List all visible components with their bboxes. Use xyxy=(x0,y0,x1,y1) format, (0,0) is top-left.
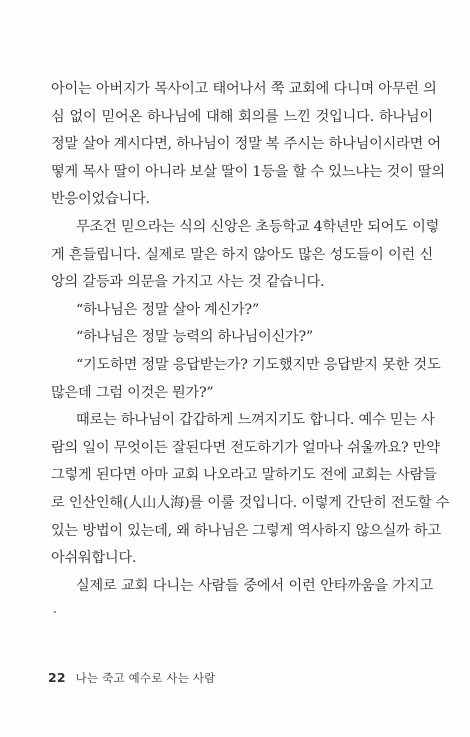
text-line: 실제로 교회 다니는 사람들 중에서 이런 안타까움을 가지고 xyxy=(76,577,433,594)
paragraph xyxy=(51,76,445,214)
print-speck xyxy=(54,611,56,613)
running-title: 나는 죽고 예수로 사는 사람 xyxy=(75,671,216,685)
quote-paragraph xyxy=(51,297,433,325)
paragraph xyxy=(51,214,440,297)
page-number: 22 xyxy=(48,670,66,685)
text-line: 앙의 갈등과 의문을 가지고 사는 것 같습니다. xyxy=(51,274,325,291)
paragraph xyxy=(51,573,433,601)
text-line: 무조건 믿으라는 식의 신앙은 초등학교 4학년만 되어도 이렇 xyxy=(76,218,440,235)
text-line: 아쉬워합니다. xyxy=(51,550,137,567)
text-line: 때로는 하나님이 갑갑하게 느껴지기도 합니다. 예수 믿는 사 xyxy=(76,412,435,429)
text-line: 그렇게 된다면 아마 교회 나오라고 말하기도 전에 교회는 사람들 xyxy=(51,467,437,484)
text-line: 게 흔들립니다. 실제로 말은 하지 않아도 많은 성도들이 이런 신 xyxy=(51,246,433,263)
paragraph xyxy=(51,407,450,573)
quote-paragraph xyxy=(51,324,433,352)
quote-line: “하나님은 정말 능력의 하나님이신가?” xyxy=(76,329,314,346)
text-line: 떻게 목사 딸이 아니라 보살 딸이 1등을 할 수 있느냐는 것이 딸의 xyxy=(51,163,445,180)
text-line: 심 없이 믿어온 하나님에 대해 회의를 느낀 것입니다. 하나님이 xyxy=(51,108,433,125)
page-footer xyxy=(48,670,215,686)
text-line: 아이는 아버지가 목사이고 태어나서 쭉 교회에 다니며 아무런 의 xyxy=(51,81,437,97)
text-line: 로 인산인해(人山人海)를 이룰 것입니다. 이렇게 간단히 전도할 수 xyxy=(51,494,450,511)
quote-line: “하나님은 정말 살아 계신가?” xyxy=(76,301,259,318)
text-line: 정말 살아 계시다면, 하나님이 정말 복 주시는 하나님이시라면 어 xyxy=(51,136,441,153)
text-line: 반응이었습니다. xyxy=(51,191,150,208)
text-line: 람의 일이 무엇이든 잘된다면 전도하기가 얼마나 쉬울까요? 만약 xyxy=(51,439,440,456)
quote-line: “기도하면 정말 응답받는가? 기도했지만 응답받지 못한 것도 xyxy=(76,356,441,373)
body-text xyxy=(51,76,450,600)
quote-line: 많은데 그럼 이것은 뭔가?” xyxy=(51,384,214,401)
quote-paragraph xyxy=(51,352,441,407)
text-line: 있는 방법이 있는데, 왜 하나님은 그렇게 역사하지 않으실까 하고 xyxy=(51,522,441,539)
